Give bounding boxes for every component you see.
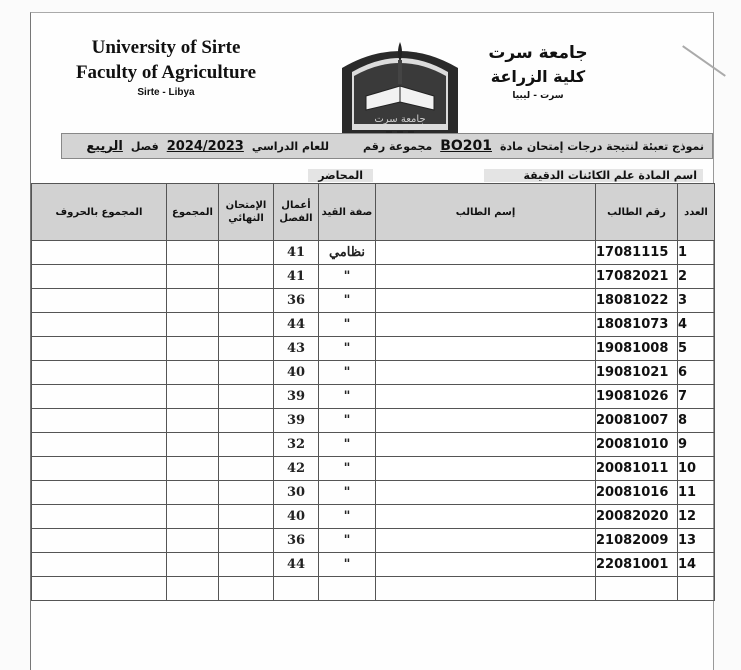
empty-cell [32,577,167,601]
student-name-cell [376,361,596,385]
final-exam-cell [219,409,274,433]
total-cell [167,505,219,529]
student-id-cell: 18081022 [596,289,678,313]
total-cell [167,433,219,457]
enrolment-status-cell: " [319,289,376,313]
student-name-cell [376,553,596,577]
total-words-cell [32,457,167,481]
coursework-cell: 36 [274,529,319,553]
table-row [32,433,715,457]
group-label: مجموعة رقم [363,139,433,153]
student-id-cell: 19081008 [596,337,678,361]
row-number-cell: 7 [678,385,715,409]
student-name-cell [376,505,596,529]
empty-cell [167,577,219,601]
table-row [32,385,715,409]
enrolment-status-cell: نظامي [319,241,376,265]
total-cell [167,409,219,433]
student-id-cell: 17082021 [596,265,678,289]
arabic-university-name: جامعة سرت [488,43,588,63]
total-words-cell [32,265,167,289]
table-header-row [32,184,715,241]
empty-cell [678,577,715,601]
row-number-cell: 14 [678,553,715,577]
form-info-bar [61,133,713,159]
total-cell [167,481,219,505]
final-exam-cell [219,553,274,577]
row-number-cell: 5 [678,337,715,361]
total-cell [167,457,219,481]
table-row [32,577,715,601]
subject-label: اسم المادة [638,169,697,182]
header-student-id: رقم الطالب [596,184,678,241]
row-number-cell: 10 [678,457,715,481]
row-number-cell: 6 [678,361,715,385]
total-cell [167,361,219,385]
university-logo [336,38,464,143]
coursework-cell: 32 [274,433,319,457]
enrolment-status-cell: " [319,553,376,577]
total-cell [167,385,219,409]
subject-name: علم الكائنات الدقيقة [523,169,635,182]
student-name-cell [376,481,596,505]
student-name-cell [376,265,596,289]
form-title: نموذج تعبئة لنتيجة درجات إمتحان مادة [500,139,704,153]
student-id-cell: 20081010 [596,433,678,457]
table-row [32,313,715,337]
table-row [32,289,715,313]
table-row [32,337,715,361]
coursework-cell: 43 [274,337,319,361]
total-words-cell [32,409,167,433]
total-words-cell [32,313,167,337]
row-number-cell: 8 [678,409,715,433]
header-enrolment-status: صفة القيد [319,184,376,241]
empty-cell [319,577,376,601]
arabic-location: سرت - ليبيا [512,91,564,101]
total-cell [167,313,219,337]
enrolment-status-cell: " [319,433,376,457]
final-exam-cell [219,385,274,409]
total-cell [167,265,219,289]
english-faculty-name: Faculty of Agriculture [75,62,257,83]
student-name-cell [376,457,596,481]
header-number: العدد [678,184,715,241]
student-name-cell [376,241,596,265]
coursework-cell: 30 [274,481,319,505]
enrolment-status-cell: " [319,457,376,481]
total-words-cell [32,361,167,385]
total-words-cell [32,289,167,313]
coursework-cell: 40 [274,505,319,529]
student-name-cell [376,385,596,409]
total-cell [167,289,219,313]
pen-stroke-mark [682,45,726,76]
total-cell [167,337,219,361]
total-words-cell [32,433,167,457]
student-id-cell: 18081073 [596,313,678,337]
student-id-cell: 20081016 [596,481,678,505]
coursework-cell: 44 [274,553,319,577]
subject-field [484,169,704,182]
enrolment-status-cell: " [319,337,376,361]
enrolment-status-cell: " [319,409,376,433]
enrolment-status-cell: " [319,265,376,289]
student-name-cell [376,313,596,337]
empty-cell [596,577,678,601]
final-exam-cell [219,433,274,457]
coursework-cell: 41 [274,265,319,289]
total-words-cell [32,337,167,361]
header-coursework: أعمال الفصل [274,184,319,241]
enrolment-status-cell: " [319,529,376,553]
exam-sheet [30,12,714,670]
table-row [32,529,715,553]
enrolment-status-cell: " [319,361,376,385]
table-body [32,241,715,601]
year-label: للعام الدراسي [251,139,330,153]
header-student-name: إسم الطالب [376,184,596,241]
coursework-cell: 44 [274,313,319,337]
final-exam-cell [219,289,274,313]
student-name-cell [376,337,596,361]
student-name-cell [376,529,596,553]
grades-table [31,183,715,601]
table-row [32,505,715,529]
row-number-cell: 1 [678,241,715,265]
empty-cell [376,577,596,601]
student-id-cell: 17081115 [596,241,678,265]
table-row [32,481,715,505]
coursework-cell: 40 [274,361,319,385]
final-exam-cell [219,337,274,361]
student-id-cell: 20081007 [596,409,678,433]
enrolment-status-cell: " [319,313,376,337]
total-words-cell [32,481,167,505]
lecturer-label: المحاضر [308,169,373,182]
table-row [32,553,715,577]
coursework-cell: 41 [274,241,319,265]
empty-cell [219,577,274,601]
total-cell [167,529,219,553]
final-exam-cell [219,481,274,505]
table-row [32,241,715,265]
table-row [32,361,715,385]
student-name-cell [376,289,596,313]
student-id-cell: 21082009 [596,529,678,553]
student-name-cell [376,409,596,433]
enrolment-status-cell: " [319,481,376,505]
row-number-cell: 11 [678,481,715,505]
final-exam-cell [219,361,274,385]
student-id-cell: 20081011 [596,457,678,481]
total-words-cell [32,241,167,265]
arabic-header [458,41,618,103]
academic-year: 2024/2023 [166,138,244,154]
row-number-cell: 4 [678,313,715,337]
table-row [32,409,715,433]
row-number-cell: 3 [678,289,715,313]
final-exam-cell [219,265,274,289]
row-number-cell: 9 [678,433,715,457]
enrolment-status-cell: " [319,385,376,409]
student-id-cell: 19081021 [596,361,678,385]
final-exam-cell [219,457,274,481]
english-university-name: University of Sirte [91,37,241,58]
header-total-words: المجموع بالحروف [32,184,167,241]
student-id-cell: 19081026 [596,385,678,409]
empty-cell [274,577,319,601]
enrolment-status-cell: " [319,505,376,529]
final-exam-cell [219,313,274,337]
table-row [32,457,715,481]
row-number-cell: 2 [678,265,715,289]
coursework-cell: 39 [274,385,319,409]
total-cell [167,241,219,265]
semester-label: فصل [130,139,159,153]
row-number-cell: 13 [678,529,715,553]
final-exam-cell [219,241,274,265]
total-words-cell [32,505,167,529]
student-id-cell: 20082020 [596,505,678,529]
coursework-cell: 36 [274,289,319,313]
coursework-cell: 42 [274,457,319,481]
arabic-faculty-name: كلية الزراعة [490,67,586,86]
semester-name: الربيع [86,138,123,154]
final-exam-cell [219,505,274,529]
student-id-cell: 22081001 [596,553,678,577]
student-name-cell [376,433,596,457]
table-row [32,265,715,289]
total-cell [167,553,219,577]
header-final-exam: الإمتحان النهائي [219,184,274,241]
course-code: BO201 [440,138,492,154]
header-total: المجموع [167,184,219,241]
english-location: Sirte - Libya [137,87,195,98]
coursework-cell: 39 [274,409,319,433]
total-words-cell [32,553,167,577]
row-number-cell: 12 [678,505,715,529]
english-header [71,35,261,98]
total-words-cell [32,529,167,553]
final-exam-cell [219,529,274,553]
total-words-cell [32,385,167,409]
logo-caption: جامعة سرت [374,114,426,125]
